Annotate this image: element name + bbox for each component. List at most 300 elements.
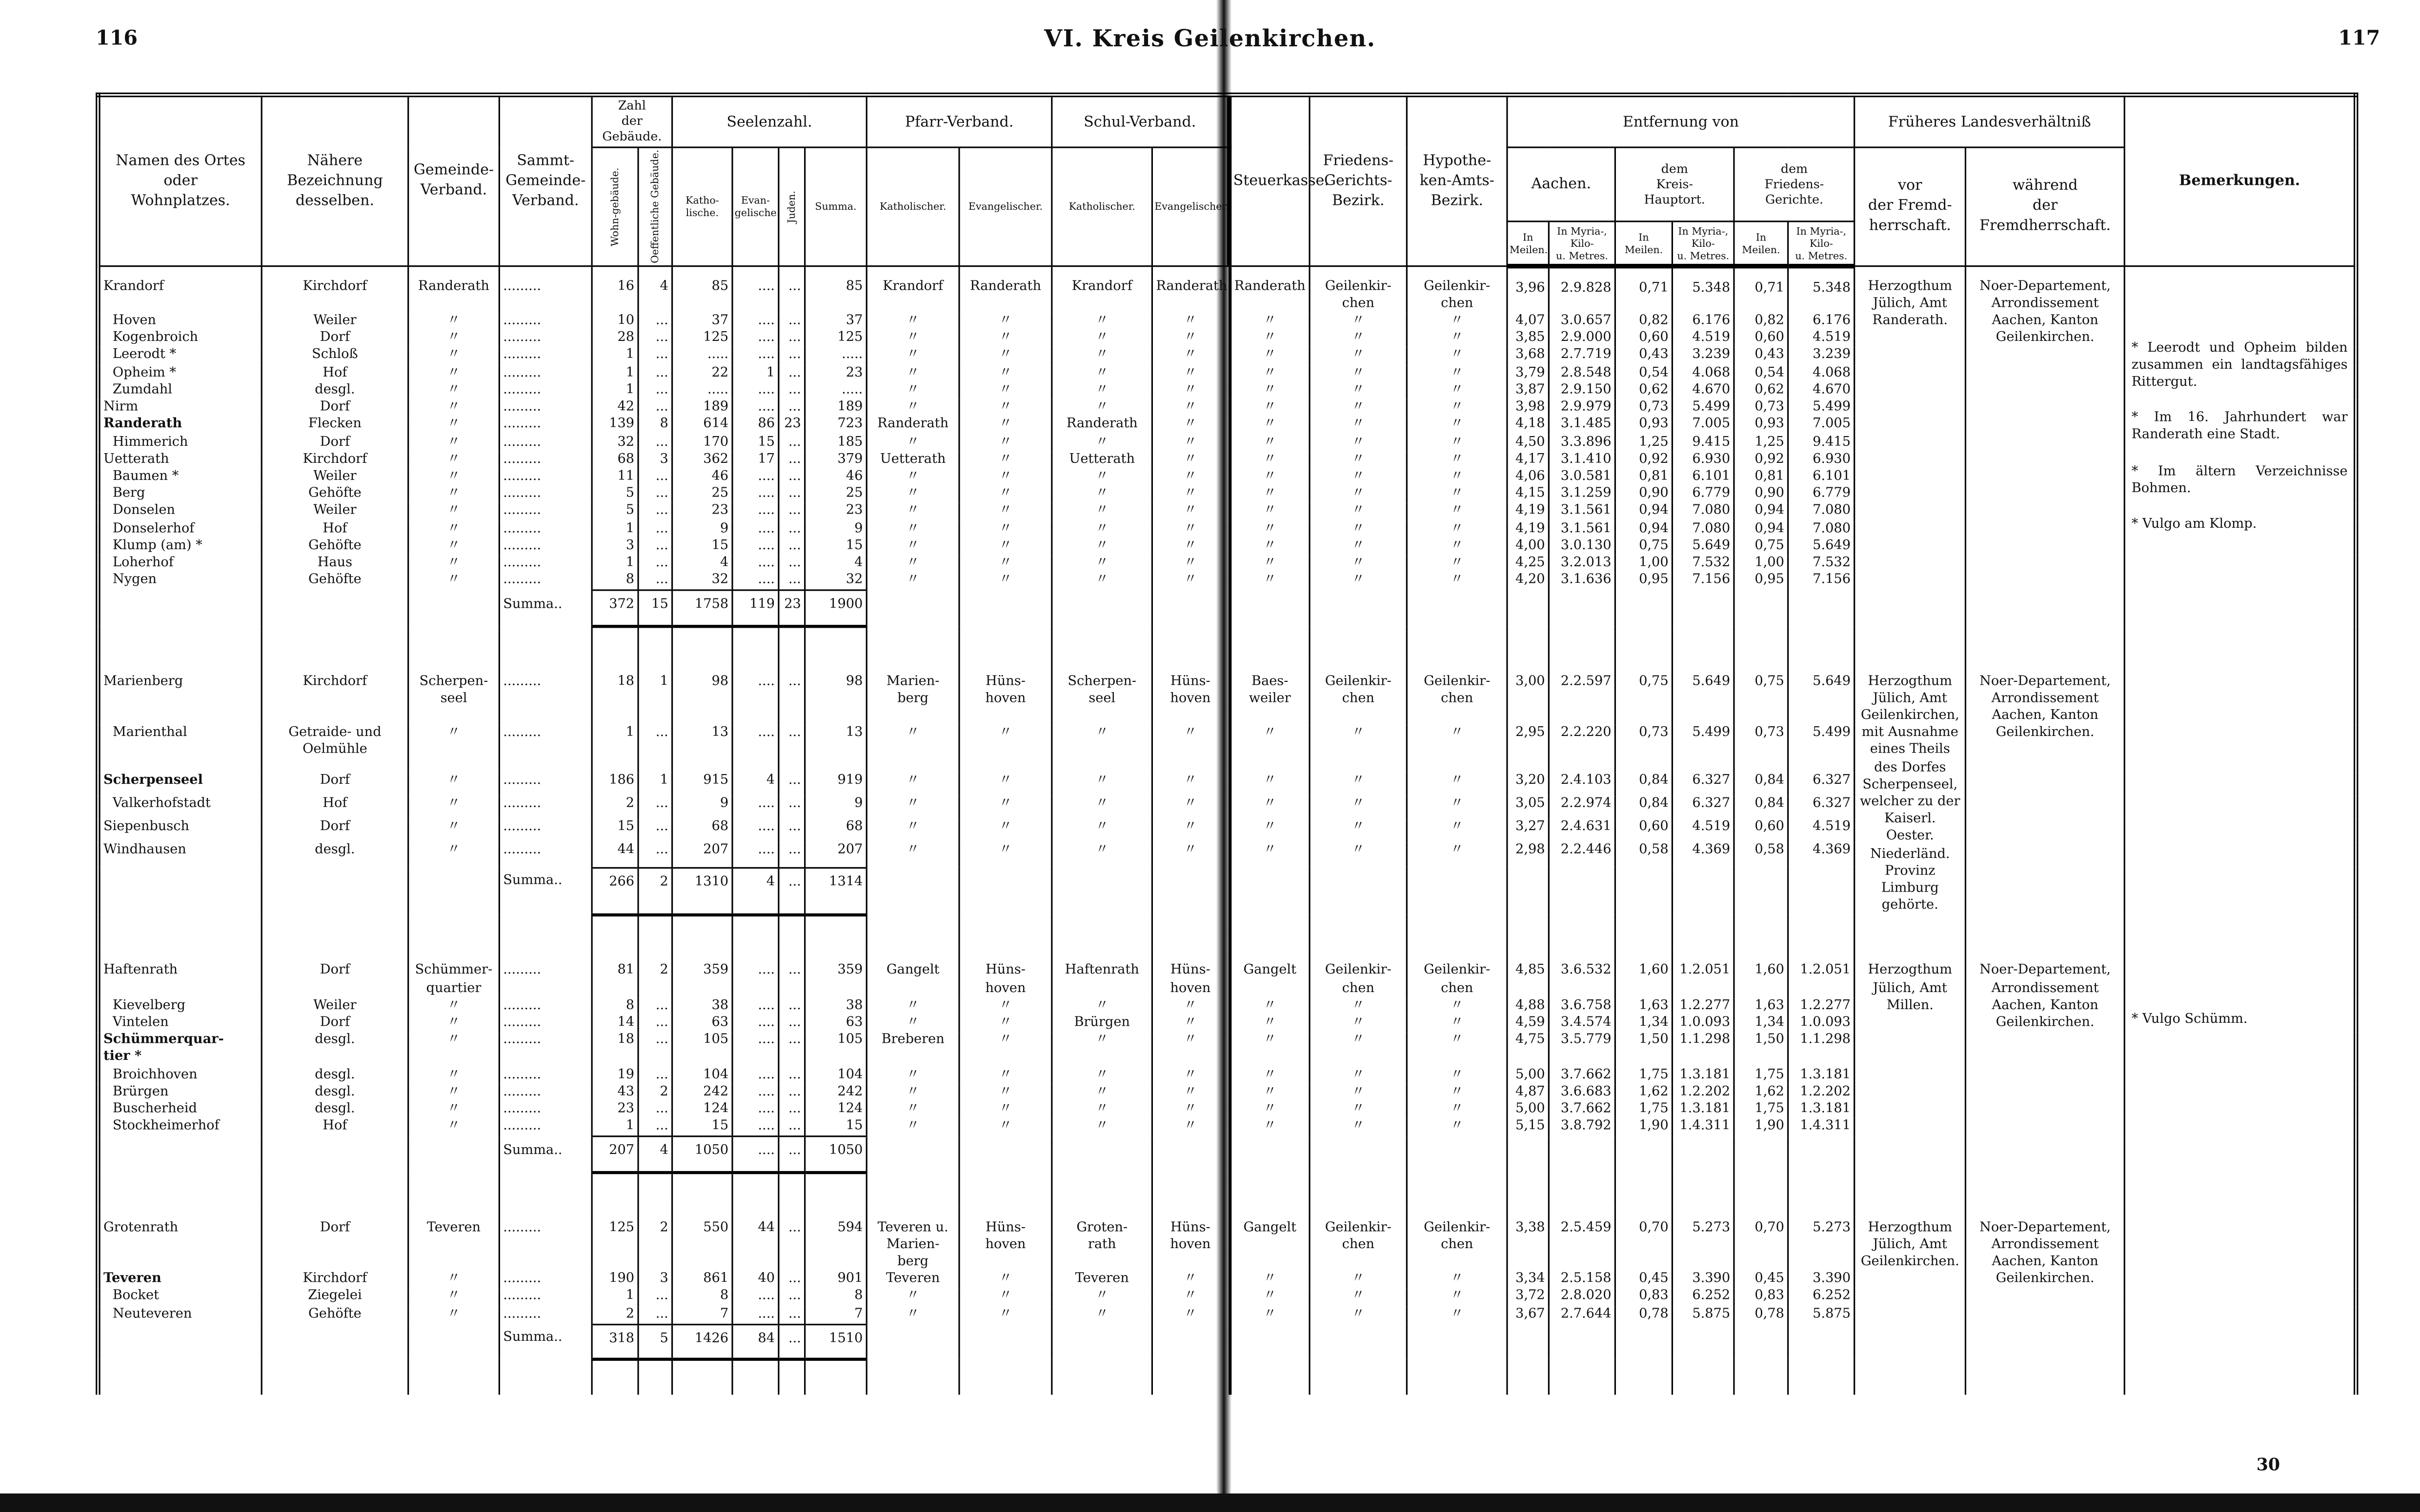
cell-pfarr-kath: 〃 [867,382,959,399]
cell-summa: 15 [805,1119,867,1137]
empty-cell [1734,626,1788,661]
cell-steuerkasse: 〃 [1230,1119,1310,1137]
cell-oeff: ... [638,313,672,330]
cell-friedens: 〃 [1310,365,1407,382]
empty-cell [1310,1137,1407,1172]
cell-evang: 15 [732,434,779,451]
empty-cell [1052,915,1152,951]
empty-cell [1230,626,1310,661]
summa-label: Summa.. [499,591,592,626]
cell-summa: 919 [805,772,867,796]
empty-cell [1788,1137,1855,1172]
cell-pfarr-ev: 〃 [959,1084,1052,1101]
cell-gericht-metres: 3.239 [1788,348,1855,365]
cell-schul-ev: 〃 [1152,469,1230,486]
cell-aachen-metres: 3.1.561 [1549,503,1615,520]
cell-kreis-metres: 1.3.181 [1673,1102,1734,1119]
cell-sammt: ......... [499,452,592,469]
cell-pfarr-kath: 〃 [867,573,959,591]
empty-cell [959,1137,1052,1172]
cell-kath: ..... [672,382,732,399]
cell-type: Ziegelei [262,1289,408,1306]
cell-name: Donselen [98,503,262,520]
cell-aachen-meilen: 3,67 [1507,1306,1549,1324]
cell-type: Kirchdorf [262,452,408,469]
cell-gericht-metres: 1.0.093 [1788,1015,1855,1032]
cell-sammt: ......... [499,503,592,520]
cell-steuerkasse: 〃 [1230,843,1310,867]
cell-summa: 9 [805,796,867,819]
cell-gericht-meilen: 0,81 [1734,469,1788,486]
empty-cell [1230,1172,1310,1208]
empty-cell [1052,1359,1152,1395]
empty-cell [1673,868,1734,915]
cell-gemeinde: 〃 [408,573,500,591]
cell-kath: 4 [672,556,732,573]
cell-schul-kath: 〃 [1052,434,1152,451]
empty-cell [1549,1137,1615,1172]
cell-friedens: 〃 [1310,1289,1407,1306]
cell-evang: .... [732,843,779,867]
cell-pfarr-ev: 〃 [959,843,1052,867]
cell-name: Marienthal [98,725,262,773]
cell-friedens: 〃 [1310,382,1407,399]
cell-aachen-metres: 3.6.758 [1549,998,1615,1015]
empty-cell [262,868,408,915]
cell-steuerkasse: 〃 [1230,382,1310,399]
cell-aachen-metres: 2.2.220 [1549,725,1615,773]
cell-aachen-meilen: 3,68 [1507,348,1549,365]
cell-pfarr-ev: Randerath [959,266,1052,314]
empty-cell [408,1324,500,1359]
cell-kreis-metres: 1.0.093 [1673,1015,1734,1032]
cell-summa: 46 [805,469,867,486]
cell-aachen-meilen: 4,06 [1507,469,1549,486]
cell-gericht-meilen: 0,62 [1734,382,1788,399]
cell-summa: ..... [805,382,867,399]
cell-friedens: 〃 [1310,772,1407,796]
cell-kreis-meilen: 0,90 [1615,486,1673,503]
cell-oeff: ... [638,573,672,591]
cell-gericht-metres: 6.327 [1788,772,1855,796]
header-before-foreign-rule: vor der Fremd- herrschaft. [1855,147,1966,266]
cell-gericht-meilen: 0,84 [1734,772,1788,796]
cell-sammt: ......... [499,1208,592,1272]
cell-hypothek: 〃 [1407,365,1507,382]
cell-pfarr-ev: 〃 [959,417,1052,434]
cell-gemeinde: 〃 [408,1272,500,1289]
empty-cell [1310,626,1407,661]
cell-juden: ... [779,819,805,843]
cell-schul-ev: 〃 [1152,843,1230,867]
cell-name: Uetterath [98,452,262,469]
group-spacer [98,626,2356,661]
cell-hypothek: 〃 [1407,503,1507,520]
summa-oeff: 2 [638,868,672,915]
cell-kreis-metres: 6.779 [1673,486,1734,503]
cell-evang: .... [732,998,779,1015]
cell-name: Krandorf [98,266,262,314]
cell-evang: .... [732,348,779,365]
summa-kath: 1426 [672,1324,732,1359]
table-row [98,661,2356,725]
header-former-status: Früheres Landesverhältniß [1855,95,2125,148]
summa-evang: 119 [732,591,779,626]
cell-gericht-metres: 4.670 [1788,382,1855,399]
cell-pfarr-ev: 〃 [959,521,1052,538]
cell-wohn: 11 [592,469,638,486]
cell-aachen-meilen: 4,85 [1507,951,1549,998]
cell-steuerkasse: 〃 [1230,1102,1310,1119]
cell-juden: ... [779,1306,805,1324]
cell-friedens: 〃 [1310,1306,1407,1324]
cell-oeff: ... [638,819,672,843]
empty-cell [1734,1172,1788,1208]
cell-hypothek: 〃 [1407,400,1507,417]
cell-type: Dorf [262,1208,408,1272]
cell-gemeinde: Schümmer- quartier [408,951,500,998]
header-buildings: Zahl der Gebäude. [592,95,672,148]
cell-friedens: Geilenkir- chen [1310,1208,1407,1272]
header-school-catholic: Katholischer. [1052,147,1152,266]
cell-gericht-meilen: 0,82 [1734,313,1788,330]
cell-oeff: ... [638,725,672,773]
group-spacer [98,915,2356,951]
cell-steuerkasse: 〃 [1230,538,1310,555]
empty-cell [98,591,262,626]
cell-friedens: 〃 [1310,1015,1407,1032]
summa-kath: 1758 [672,591,732,626]
cell-pfarr-ev: 〃 [959,556,1052,573]
cell-gericht-meilen: 0,95 [1734,573,1788,591]
cell-aachen-metres: 3.7.662 [1549,1067,1615,1084]
cell-name: Kievelberg [98,998,262,1015]
cell-evang: 40 [732,1272,779,1289]
cell-steuerkasse: 〃 [1230,503,1310,520]
empty-cell [779,1359,805,1395]
cell-schul-ev: 〃 [1152,452,1230,469]
cell-oeff: ... [638,365,672,382]
cell-gemeinde: 〃 [408,843,500,867]
empty-cell [1152,1137,1230,1172]
empty-cell [262,1324,408,1359]
cell-aachen-meilen: 3,00 [1507,661,1549,725]
cell-pfarr-kath: 〃 [867,1015,959,1032]
cell-schul-kath: 〃 [1052,1067,1152,1084]
empty-cell [1615,1324,1673,1359]
empty-cell [98,1137,262,1172]
cell-wohn: 32 [592,434,638,451]
cell-wohn: 1 [592,556,638,573]
cell-evang: .... [732,1306,779,1324]
cell-aachen-meilen: 4,18 [1507,417,1549,434]
cell-hypothek: 〃 [1407,382,1507,399]
empty-cell [1615,915,1673,951]
cell-hypothek: 〃 [1407,486,1507,503]
cell-schul-kath: Haftenrath [1052,951,1152,998]
cell-name: Scherpenseel [98,772,262,796]
cell-steuerkasse: 〃 [1230,452,1310,469]
cell-wohn: 44 [592,843,638,867]
empty-cell [1407,1359,1507,1395]
cell-friedens: 〃 [1310,503,1407,520]
empty-cell [262,626,408,661]
cell-aachen-metres: 3.0.657 [1549,313,1615,330]
header-total: Summa. [805,147,867,266]
cell-evang: .... [732,1033,779,1067]
cell-type: desgl. [262,843,408,867]
cell-kreis-meilen: 1,34 [1615,1015,1673,1032]
empty-cell [1507,626,1549,661]
cell-wohn: 1 [592,382,638,399]
cell-name: Berg [98,486,262,503]
cell-type: Dorf [262,331,408,348]
cell-summa: 68 [805,819,867,843]
cell-pfarr-ev: 〃 [959,998,1052,1015]
cell-pfarr-ev: 〃 [959,331,1052,348]
cell-friedens: Geilenkir- chen [1310,661,1407,725]
cell-bemerkungen [2125,661,2356,915]
cell-schul-kath: 〃 [1052,365,1152,382]
cell-pfarr-ev: 〃 [959,503,1052,520]
empty-cell [1152,591,1230,626]
header-metres: In Myria-, Kilo- u. Metres. [1788,222,1855,265]
cell-evang: .... [732,1289,779,1306]
cell-oeff: ... [638,348,672,365]
cell-schul-ev: 〃 [1152,725,1230,773]
cell-hypothek: 〃 [1407,843,1507,867]
cell-schul-kath: 〃 [1052,538,1152,555]
cell-gericht-meilen: 0,73 [1734,400,1788,417]
cell-summa: 242 [805,1084,867,1101]
cell-kreis-metres: 5.348 [1673,266,1734,314]
cell-schul-ev: 〃 [1152,434,1230,451]
cell-pfarr-ev: 〃 [959,452,1052,469]
header-school: Schul-Verband. [1052,95,1230,148]
cell-aachen-metres: 2.2.597 [1549,661,1615,725]
empty-cell [1407,591,1507,626]
cell-summa: 379 [805,452,867,469]
cell-evang: 1 [732,365,779,382]
cell-schul-kath: 〃 [1052,400,1152,417]
cell-name: Himmerich [98,434,262,451]
summa-wohn: 318 [592,1324,638,1359]
cell-wohn: 43 [592,1084,638,1101]
cell-aachen-meilen: 4,07 [1507,313,1549,330]
cell-sammt: ......... [499,573,592,591]
cell-juden: ... [779,725,805,773]
cell-gericht-metres: 6.779 [1788,486,1855,503]
cell-oeff: ... [638,1306,672,1324]
cell-pfarr-kath: 〃 [867,796,959,819]
empty-cell [672,1359,732,1395]
header-parish: Pfarr-Verband. [867,95,1052,148]
cell-evang: .... [732,796,779,819]
cell-schul-ev: 〃 [1152,819,1230,843]
summa-juden: ... [779,1324,805,1359]
cell-kath: 7 [672,1306,732,1324]
cell-name: Valkerhofstadt [98,796,262,819]
header-distance: Entfernung von [1507,95,1855,148]
cell-name: Brürgen [98,1084,262,1101]
cell-steuerkasse: 〃 [1230,998,1310,1015]
empty-cell [672,626,732,661]
header-gemeinde: Gemeinde- Verband. [408,95,500,266]
cell-aachen-meilen: 4,00 [1507,538,1549,555]
cell-juden: ... [779,556,805,573]
cell-kath: 13 [672,725,732,773]
cell-type: Hof [262,796,408,819]
header-miles: In Meilen. [1615,222,1673,265]
empty-cell [1152,1172,1230,1208]
cell-steuerkasse: 〃 [1230,1067,1310,1084]
cell-schul-kath: 〃 [1052,469,1152,486]
cell-sammt: ......... [499,365,592,382]
cell-kreis-metres: 4.519 [1673,819,1734,843]
cell-pfarr-ev: 〃 [959,538,1052,555]
cell-sammt: ......... [499,1119,592,1137]
cell-gericht-meilen: 0,60 [1734,819,1788,843]
cell-oeff: ... [638,796,672,819]
cell-name: Teveren [98,1272,262,1289]
cell-steuerkasse: 〃 [1230,417,1310,434]
cell-pfarr-ev: 〃 [959,1102,1052,1119]
cell-type: Hof [262,521,408,538]
cell-kreis-metres: 3.390 [1673,1272,1734,1289]
summa-label: Summa.. [499,1137,592,1172]
cell-pfarr-ev: 〃 [959,313,1052,330]
summa-evang: 84 [732,1324,779,1359]
summa-wohn: 207 [592,1137,638,1172]
cell-wohn: 10 [592,313,638,330]
cell-gericht-metres: 4.519 [1788,819,1855,843]
cell-type: desgl. [262,1102,408,1119]
cell-kreis-meilen: 0,60 [1615,331,1673,348]
cell-pfarr-kath: Krandorf [867,266,959,314]
cell-evang: .... [732,819,779,843]
cell-pfarr-ev: 〃 [959,1272,1052,1289]
summa-summa: 1050 [805,1137,867,1172]
cell-gericht-meilen: 0,45 [1734,1272,1788,1289]
summa-kath: 1050 [672,1137,732,1172]
cell-kath: 15 [672,1119,732,1137]
cell-hypothek: Geilenkir- chen [1407,266,1507,314]
cell-gericht-metres: 5.273 [1788,1208,1855,1272]
cell-juden: ... [779,400,805,417]
cell-gericht-meilen: 0,75 [1734,661,1788,725]
cell-kath: 98 [672,661,732,725]
cell-schul-kath: Randerath [1052,417,1152,434]
empty-cell [805,915,867,951]
cell-friedens: 〃 [1310,1272,1407,1289]
cell-wohn: 1 [592,365,638,382]
empty-cell [1615,626,1673,661]
cell-schul-ev: Randerath [1152,266,1230,314]
cell-aachen-metres: 3.0.581 [1549,469,1615,486]
cell-friedens: 〃 [1310,843,1407,867]
cell-schul-ev: 〃 [1152,796,1230,819]
cell-sammt: ......... [499,998,592,1015]
cell-gericht-meilen: 0,83 [1734,1289,1788,1306]
cell-aachen-meilen: 4,17 [1507,452,1549,469]
empty-cell [1310,1324,1407,1359]
page-number-left: 116 [96,27,138,51]
cell-juden: ... [779,538,805,555]
cell-name: Neuteveren [98,1306,262,1324]
cell-kreis-metres: 1.1.298 [1673,1033,1734,1067]
cell-hypothek: 〃 [1407,998,1507,1015]
empty-cell [1788,1359,1855,1395]
empty-cell [1673,915,1734,951]
cell-pfarr-kath: 〃 [867,365,959,382]
cell-type: Kirchdorf [262,661,408,725]
cell-hypothek: 〃 [1407,725,1507,773]
cell-summa: 23 [805,365,867,382]
cell-steuerkasse: 〃 [1230,1272,1310,1289]
cell-gemeinde: Teveren [408,1208,500,1272]
cell-oeff: 1 [638,772,672,796]
cell-evang: .... [732,503,779,520]
empty-cell [1230,1137,1310,1172]
cell-schul-ev: 〃 [1152,1015,1230,1032]
cell-hypothek: 〃 [1407,573,1507,591]
cell-friedens: 〃 [1310,556,1407,573]
cell-hypothek: 〃 [1407,521,1507,538]
cell-schul-ev: 〃 [1152,1084,1230,1101]
empty-cell [1407,915,1507,951]
cell-vor-fremdherrschaft: Herzogthum Jülich, Amt Geilenkirchen, mit Ausnahme eines Theils des Dorfes Scherpenseel, welcher zu der Kaiserl. Oester. Niederländ. Provinz Limburg gehörte. [1855,661,1966,915]
empty-cell [98,626,262,661]
cell-pfarr-ev: 〃 [959,796,1052,819]
cell-schul-ev: 〃 [1152,486,1230,503]
cell-name: Donselerhof [98,521,262,538]
empty-cell [1673,626,1734,661]
cell-pfarr-kath: 〃 [867,1119,959,1137]
cell-sammt: ......... [499,556,592,573]
cell-hypothek: 〃 [1407,1306,1507,1324]
empty-cell [1966,1172,2125,1208]
cell-sammt: ......... [499,382,592,399]
cell-friedens: 〃 [1310,725,1407,773]
cell-kath: 9 [672,521,732,538]
cell-name: Hoven [98,313,262,330]
cell-friedens: 〃 [1310,538,1407,555]
cell-kreis-metres: 1.4.311 [1673,1119,1734,1137]
header-distance-kreis: dem Kreis- Hauptort. [1615,147,1734,222]
cell-aachen-metres: 3.0.130 [1549,538,1615,555]
empty-cell [408,868,500,915]
cell-kreis-meilen: 0,75 [1615,538,1673,555]
cell-gemeinde: 〃 [408,998,500,1015]
summa-kath: 1310 [672,868,732,915]
empty-cell [499,1359,592,1395]
cell-pfarr-kath: 〃 [867,1084,959,1101]
empty-cell [262,591,408,626]
cell-summa: 38 [805,998,867,1015]
empty-cell [1230,591,1310,626]
cell-gemeinde: 〃 [408,556,500,573]
cell-pfarr-ev: 〃 [959,382,1052,399]
cell-steuerkasse: 〃 [1230,1289,1310,1306]
cell-summa: 4 [805,556,867,573]
cell-kreis-meilen: 1,75 [1615,1067,1673,1084]
remark-note: * Im 16. Jahrhundert war Randerath eine Stadt. [2131,411,2348,444]
cell-name: Schümmerquar- tier * [98,1033,262,1067]
cell-friedens: 〃 [1310,452,1407,469]
cell-hypothek: 〃 [1407,313,1507,330]
cell-sammt: ......... [499,1084,592,1101]
cell-sammt: ......... [499,417,592,434]
